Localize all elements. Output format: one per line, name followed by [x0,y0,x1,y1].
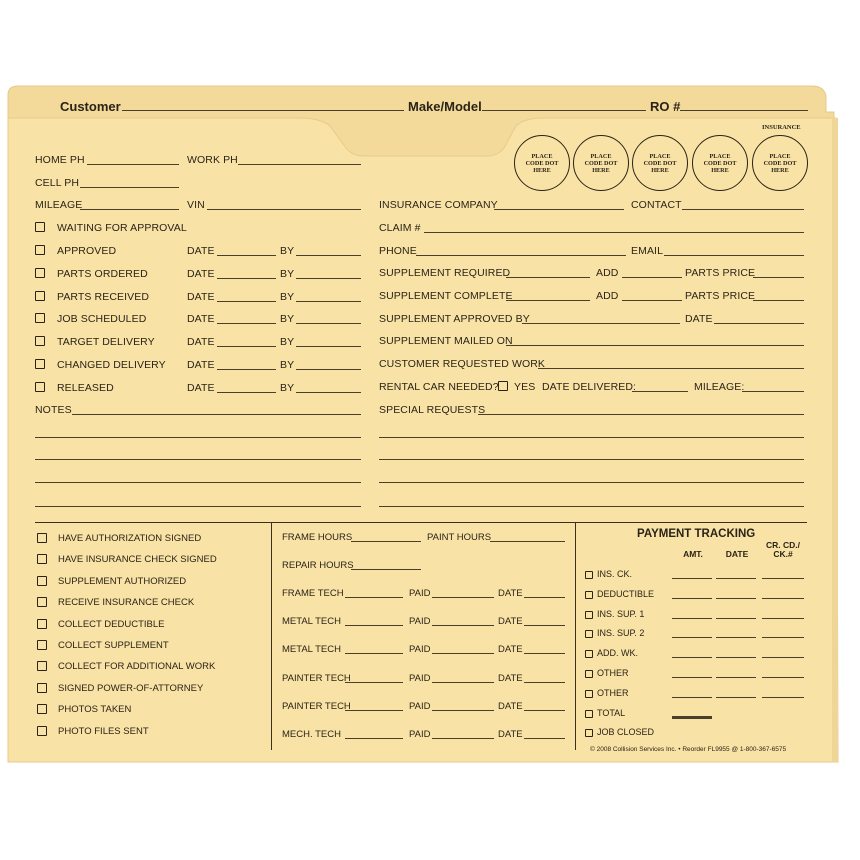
checklist-label: SIGNED POWER-OF-ATTORNEY [58,682,204,694]
checklist-checkbox[interactable] [37,640,47,650]
cr-cd-header: CR. CD./ [766,540,800,550]
payment-ck-field[interactable] [762,657,804,658]
checklist-label: PHOTO FILES SENT [58,725,149,737]
frame-hours-field[interactable] [351,541,421,542]
email-field[interactable] [664,255,804,256]
code-dot-2: PLACE CODE DOT HERE [573,135,629,191]
parts-price-label: PARTS PRICE [685,267,756,279]
status-by-label: BY [280,267,295,280]
column-divider [271,523,272,750]
status-date-field[interactable] [217,369,276,370]
tech-field[interactable] [345,597,403,598]
status-date-label: DATE [187,313,215,326]
claim-label: CLAIM # [379,222,421,234]
mileage-field[interactable] [80,209,179,210]
vin-label: VIN [187,199,205,211]
notes-line[interactable] [72,414,361,415]
payment-amt-field[interactable] [672,618,712,619]
cell-ph-label: CELL PH [35,177,80,189]
repair-hours-label: REPAIR HOURS [282,560,354,571]
checklist-checkbox[interactable] [37,726,47,736]
date-delivered-label: DATE DELIVERED: [542,381,637,393]
waiting-label: WAITING FOR APPROVAL [57,222,187,234]
status-date-label: DATE [187,359,215,371]
add-label: ADD [596,267,619,279]
vin-field[interactable] [207,209,361,210]
payment-ck-field[interactable] [762,697,804,698]
payment-checkbox[interactable] [585,650,593,658]
notes-label: NOTES [35,404,72,416]
tech-date-field[interactable] [524,597,565,598]
ck-header: CK.# [773,549,793,559]
home-ph-field[interactable] [87,164,179,165]
payment-label: OTHER [597,687,629,698]
waiting-checkbox[interactable] [35,222,45,232]
payment-amt-field[interactable] [672,697,712,698]
checklist-checkbox[interactable] [37,597,47,607]
tech-paid-label: PAID [409,672,431,684]
status-label: APPROVED [57,245,117,257]
tech-field[interactable] [345,682,403,683]
notes-line[interactable] [35,459,361,460]
status-checkbox[interactable] [35,382,45,392]
add-field[interactable] [622,300,682,301]
tech-date-label: DATE [498,700,523,712]
payment-label: ADD. WK. [597,648,639,659]
supp-approved-label: SUPPLEMENT APPROVED BY [379,313,530,325]
notes-line[interactable] [35,437,361,438]
insurance-dot-label: INSURANCE [762,124,801,131]
payment-label: JOB CLOSED [597,727,655,738]
cell-ph-field[interactable] [80,187,179,188]
work-ph-label: WORK PH [187,154,238,166]
status-by-label: BY [280,290,295,303]
tech-paid-field[interactable] [432,738,494,739]
checklist-label: HAVE AUTHORIZATION SIGNED [58,533,202,544]
supp-approved-field[interactable] [522,323,680,324]
payment-checkbox[interactable] [585,710,593,718]
tech-date-label: DATE [498,672,523,684]
checklist-label: SUPPLEMENT AUTHORIZED [58,575,187,587]
payment-date-field[interactable] [716,618,756,619]
rental-mileage-label: MILEAGE: [694,381,745,393]
status-by-field[interactable] [296,346,361,347]
payment-amt-field[interactable] [672,598,712,599]
tech-date-field[interactable] [524,682,565,683]
code-dot-1: PLACE CODE DOT HERE [514,135,570,191]
supp-complete-field[interactable] [506,300,590,301]
tech-date-field[interactable] [524,625,565,626]
section-divider [35,522,807,523]
status-by-label: BY [280,313,295,326]
payment-ck-field[interactable] [762,618,804,619]
status-by-field[interactable] [296,255,361,256]
status-date-field[interactable] [217,278,276,279]
checklist-label: PHOTOS TAKEN [58,704,132,716]
payment-label: OTHER [597,668,629,678]
tech-field[interactable] [345,738,403,739]
insurance-company-label: INSURANCE COMPANY [379,199,498,211]
tech-label: PAINTER TECH [282,700,351,712]
status-by-label: BY [280,381,295,394]
status-date-label: DATE [187,267,215,280]
payment-label: TOTAL [597,707,626,718]
column-divider [575,523,576,750]
tech-label: METAL TECH [282,616,341,628]
special-requests-line[interactable] [379,506,804,507]
status-date-field[interactable] [217,301,276,302]
checklist-checkbox[interactable] [37,683,47,693]
rental-yes-checkbox[interactable] [498,381,508,391]
payment-date-field[interactable] [716,697,756,698]
customer-requested-field[interactable] [538,368,804,369]
status-label: TARGET DELIVERY [57,336,155,349]
tech-field[interactable] [345,653,403,654]
status-date-label: DATE [187,290,215,303]
phone-label: PHONE [379,245,417,257]
tech-label: METAL TECH [282,644,341,656]
checklist-checkbox[interactable] [37,619,47,629]
payment-label: INS. SUP. 2 [597,628,645,639]
tech-date-label: DATE [498,644,523,656]
paint-hours-label: PAINT HOURS [427,532,492,543]
status-label: PARTS RECEIVED [57,290,150,303]
status-by-label: BY [280,359,295,371]
date-header: DATE [725,549,749,559]
payment-total-field[interactable] [672,716,712,719]
customer-label: Customer [60,99,121,114]
status-by-field[interactable] [296,392,361,393]
insurance-company-field[interactable] [494,209,624,210]
payment-ck-field[interactable] [762,677,804,678]
tech-label: PAINTER TECH [282,672,351,684]
special-requests-line[interactable] [379,437,804,438]
special-requests-line[interactable] [478,414,804,415]
status-date-field[interactable] [217,346,276,347]
status-by-field[interactable] [296,301,361,302]
frame-hours-label: FRAME HOURS [282,532,353,543]
tech-date-field[interactable] [524,738,565,739]
checklist-label: COLLECT SUPPLEMENT [58,640,169,651]
tech-label: MECH. TECH [282,729,341,740]
payment-label: DEDUCTIBLE [597,588,655,599]
payment-checkbox[interactable] [585,591,593,599]
tech-paid-field[interactable] [432,682,494,683]
supp-required-field[interactable] [506,277,590,278]
payment-date-field[interactable] [716,578,756,579]
status-by-field[interactable] [296,278,361,279]
footer-copyright: © 2008 Collision Services Inc. • Reorder FL9955 @ 1-800-367-6575 [590,746,787,753]
payment-checkbox[interactable] [585,571,593,579]
add-field[interactable] [622,277,682,278]
special-requests-line[interactable] [379,459,804,460]
status-checkbox[interactable] [35,313,45,323]
checklist-checkbox[interactable] [37,661,47,671]
payment-checkbox[interactable] [585,690,593,698]
phone-field[interactable] [416,255,626,256]
tech-paid-label: PAID [409,729,431,740]
tech-paid-label: PAID [409,700,431,712]
rental-mileage-field[interactable] [742,391,804,392]
checklist-label: COLLECT DEDUCTIBLE [58,618,165,630]
tech-paid-field[interactable] [432,653,494,654]
payment-amt-field[interactable] [672,657,712,658]
status-date-label: DATE [187,245,215,257]
rental-yes-label: YES [514,381,536,393]
ro-label: RO # [650,99,681,114]
supp-approved-date-field[interactable] [714,323,804,324]
status-date-label: DATE [187,381,215,394]
work-ph-field[interactable] [238,164,361,165]
notes-line[interactable] [35,482,361,483]
checklist-checkbox[interactable] [37,576,47,586]
status-checkbox[interactable] [35,359,45,369]
tech-paid-label: PAID [409,588,431,599]
payment-ck-field[interactable] [762,578,804,579]
tech-date-label: DATE [498,729,523,740]
status-by-field[interactable] [296,369,361,370]
supp-mailed-field[interactable] [506,345,804,346]
tech-paid-field[interactable] [432,597,494,598]
repair-hours-field[interactable] [351,569,421,570]
special-requests-line[interactable] [379,482,804,483]
status-checkbox[interactable] [35,291,45,301]
paint-hours-field[interactable] [490,541,565,542]
payment-tracking-title: PAYMENT TRACKING [637,528,756,540]
special-requests-label: SPECIAL REQUESTS [379,404,486,416]
status-label: JOB SCHEDULED [57,313,147,326]
tech-date-label: DATE [498,616,523,628]
payment-label: INS. SUP. 1 [597,608,645,619]
payment-checkbox[interactable] [585,670,593,678]
email-label: EMAIL [631,245,664,257]
status-label: RELEASED [57,381,114,394]
parts-price-field[interactable] [753,277,804,278]
contact-label: CONTACT [631,199,682,211]
status-label: CHANGED DELIVERY [57,359,166,371]
rental-label: RENTAL CAR NEEDED? [379,381,499,393]
tech-date-field[interactable] [524,710,565,711]
status-by-label: BY [280,336,295,349]
tech-paid-label: PAID [409,616,431,628]
mileage-label: MILEAGE [35,199,83,211]
tech-field[interactable] [345,710,403,711]
payment-date-field[interactable] [716,657,756,658]
make-model-label: Make/Model [408,99,482,114]
home-ph-label: HOME PH [35,154,85,166]
tech-paid-field[interactable] [432,710,494,711]
customer-requested-label: CUSTOMER REQUESTED WORK [379,358,546,370]
checklist-checkbox[interactable] [37,554,47,564]
status-by-field[interactable] [296,323,361,324]
tech-paid-label: PAID [409,644,431,656]
status-checkbox[interactable] [35,268,45,278]
payment-ck-field[interactable] [762,637,804,638]
tech-date-field[interactable] [524,653,565,654]
payment-label: INS. CK. [597,569,633,579]
code-dot-3: PLACE CODE DOT HERE [632,135,688,191]
checklist-label: RECEIVE INSURANCE CHECK [58,597,195,609]
code-dot-insurance: PLACE CODE DOT HERE [752,135,808,191]
notes-line[interactable] [35,506,361,507]
tech-label: FRAME TECH [282,588,344,599]
checklist-label: COLLECT FOR ADDITIONAL WORK [58,661,216,673]
tech-date-label: DATE [498,588,523,599]
payment-amt-field[interactable] [672,578,712,579]
checklist-label: HAVE INSURANCE CHECK SIGNED [58,554,217,566]
payment-date-field[interactable] [716,637,756,638]
claim-field[interactable] [424,232,804,233]
status-by-label: BY [280,245,295,257]
customer-field[interactable] [122,110,404,111]
checklist-checkbox[interactable] [37,704,47,714]
checklist-checkbox[interactable] [37,533,47,543]
parts-price-field[interactable] [753,300,804,301]
status-checkbox[interactable] [35,336,45,346]
amt-header: AMT. [683,549,703,559]
tech-paid-field[interactable] [432,625,494,626]
payment-checkbox[interactable] [585,611,593,619]
status-date-field[interactable] [217,392,276,393]
status-checkbox[interactable] [35,245,45,255]
payment-amt-field[interactable] [672,677,712,678]
status-label: PARTS ORDERED [57,267,148,280]
payment-date-field[interactable] [716,677,756,678]
status-date-label: DATE [187,336,215,349]
code-dot-4: PLACE CODE DOT HERE [692,135,748,191]
supp-required-label: SUPPLEMENT REQUIRED [379,267,511,279]
make-model-field[interactable] [482,110,646,111]
payment-amt-field[interactable] [672,637,712,638]
supp-complete-label: SUPPLEMENT COMPLETE [379,290,513,302]
tech-field[interactable] [345,625,403,626]
status-date-field[interactable] [217,255,276,256]
ro-field[interactable] [680,110,808,111]
supp-mailed-label: SUPPLEMENT MAILED ON [379,335,513,347]
supp-approved-date-label: DATE [685,313,713,325]
date-delivered-field[interactable] [632,391,688,392]
payment-checkbox[interactable] [585,630,593,638]
payment-checkbox[interactable] [585,729,593,737]
contact-field[interactable] [682,209,804,210]
parts-price-label: PARTS PRICE [685,290,756,302]
payment-date-field[interactable] [716,598,756,599]
payment-ck-field[interactable] [762,598,804,599]
status-date-field[interactable] [217,323,276,324]
add-label: ADD [596,290,619,302]
